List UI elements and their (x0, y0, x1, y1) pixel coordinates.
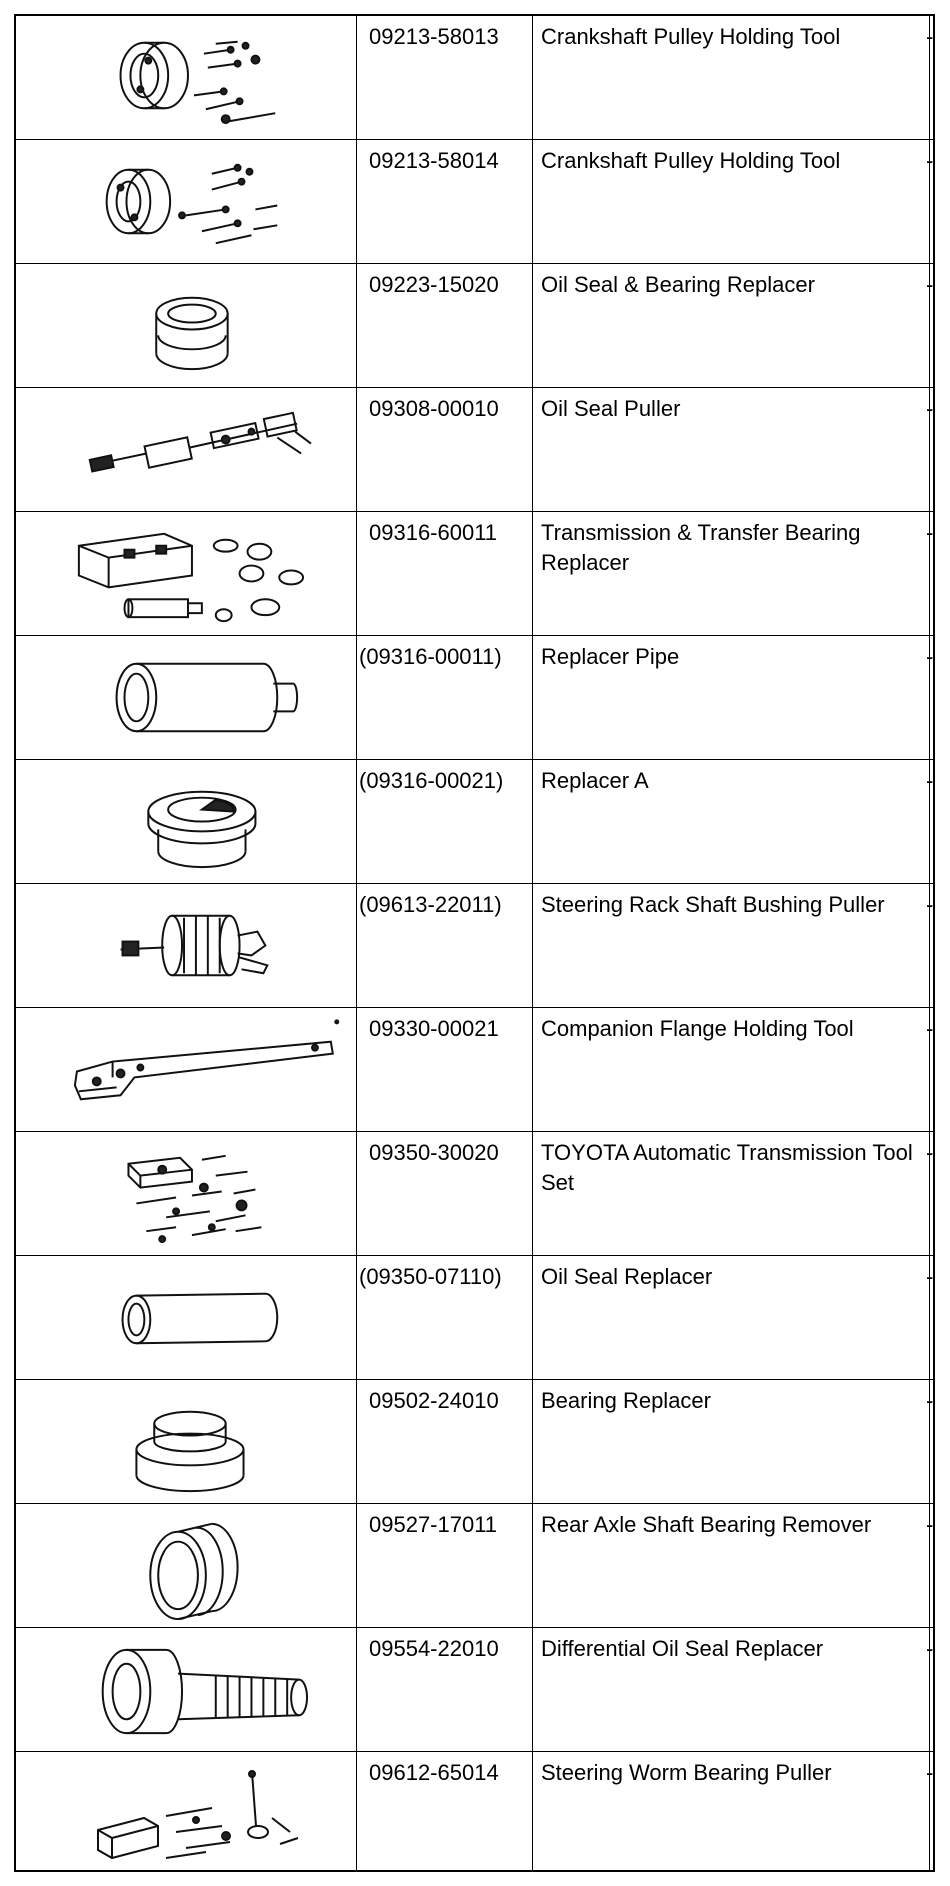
tool-name-cell: TOYOTA Automatic Transmission Tool Set (533, 1132, 930, 1255)
note-cell: - (926, 24, 934, 49)
note-cell: - (926, 1264, 934, 1289)
worm-puller-set-icon (16, 1752, 357, 1870)
part-number-cell: 09213-58013 (357, 16, 533, 139)
tool-name-cell: Steering Rack Shaft Bushing Puller (533, 884, 930, 1007)
tool-name-cell: Crankshaft Pulley Holding Tool (533, 16, 930, 139)
table-row (16, 1380, 933, 1504)
table-row (16, 636, 933, 760)
table-row (16, 264, 933, 388)
part-number-cell: 09350-30020 (357, 1132, 533, 1255)
tool-name-cell: Bearing Replacer (533, 1380, 930, 1503)
table-row (16, 1504, 933, 1628)
tool-name-cell: Replacer A (533, 760, 930, 883)
note-cell: - (926, 1636, 934, 1661)
part-number-cell: (09316-00021) (357, 760, 533, 883)
note-cell: - (926, 1140, 934, 1165)
tool-name-cell: Oil Seal Replacer (533, 1256, 930, 1379)
slide-hammer-puller-icon (16, 388, 357, 511)
special-tools-table (14, 14, 935, 1872)
table-row (16, 16, 933, 140)
table-row (16, 1256, 933, 1380)
tool-image-cell (16, 388, 357, 511)
cylinder-cup-icon (16, 264, 357, 387)
table-row (16, 388, 933, 512)
part-number-cell: 09223-15020 (357, 264, 533, 387)
note-cell: - (926, 768, 934, 793)
tube-icon (16, 1256, 357, 1379)
stepped-disc-icon (16, 1380, 357, 1503)
bearing-remover-cup-icon (16, 1504, 357, 1627)
pulley-holder-with-bolts-icon (16, 140, 357, 263)
tool-name-cell: Crankshaft Pulley Holding Tool (533, 140, 930, 263)
flange-holder-bar-icon (16, 1008, 357, 1131)
table-row (16, 1008, 933, 1132)
tool-set-icon (16, 1132, 357, 1255)
tool-name-cell: Replacer Pipe (533, 636, 930, 759)
part-number-cell: (09316-00011) (357, 636, 533, 759)
note-cell: - (926, 272, 934, 297)
tool-name-cell: Differential Oil Seal Replacer (533, 1628, 930, 1751)
tool-name-cell: Oil Seal & Bearing Replacer (533, 264, 930, 387)
tool-image-cell (16, 1504, 357, 1627)
part-number-cell: 09612-65014 (357, 1752, 533, 1870)
tool-image-cell (16, 636, 357, 759)
flanged-ring-icon (16, 760, 357, 883)
part-number-cell: 09308-00010 (357, 388, 533, 511)
part-number-cell: 09502-24010 (357, 1380, 533, 1503)
note-cell: - (926, 1512, 934, 1537)
table-row (16, 884, 933, 1008)
part-number-cell: (09350-07110) (357, 1256, 533, 1379)
tool-image-cell (16, 1132, 357, 1255)
threaded-replacer-icon (16, 1628, 357, 1751)
table-row (16, 1752, 933, 1870)
bushing-puller-icon (16, 884, 357, 1007)
tool-name-cell: Rear Axle Shaft Bearing Remover (533, 1504, 930, 1627)
part-number-cell: 09213-58014 (357, 140, 533, 263)
tool-image-cell (16, 140, 357, 263)
tool-image-cell (16, 16, 357, 139)
part-number-cell: 09554-22010 (357, 1628, 533, 1751)
note-cell: - (926, 148, 934, 173)
tool-image-cell (16, 1256, 357, 1379)
tool-name-cell: Companion Flange Holding Tool (533, 1008, 930, 1131)
tool-name-cell: Transmission & Transfer Bearing Replacer (533, 512, 930, 635)
table-row (16, 760, 933, 884)
tool-image-cell (16, 884, 357, 1007)
tool-image-cell (16, 264, 357, 387)
table-row (16, 1628, 933, 1752)
note-cell: - (926, 1016, 934, 1041)
part-number-cell: 09527-17011 (357, 1504, 533, 1627)
note-cell: - (926, 396, 934, 421)
tool-image-cell (16, 1008, 357, 1131)
pulley-holder-with-bolts-icon (16, 16, 357, 139)
pipe-icon (16, 636, 357, 759)
table-row (16, 1132, 933, 1256)
note-cell: - (926, 520, 934, 545)
note-cell: - (926, 892, 934, 917)
tool-image-cell (16, 760, 357, 883)
tool-image-cell (16, 1380, 357, 1503)
note-cell: - (926, 1388, 934, 1413)
table-row (16, 512, 933, 636)
replacer-set-icon (16, 512, 357, 635)
note-cell: - (926, 1760, 934, 1785)
part-number-cell: 09316-60011 (357, 512, 533, 635)
tool-image-cell (16, 1628, 357, 1751)
table-row (16, 140, 933, 264)
tool-image-cell (16, 1752, 357, 1870)
tool-name-cell: Oil Seal Puller (533, 388, 930, 511)
tool-image-cell (16, 512, 357, 635)
tool-name-cell: Steering Worm Bearing Puller (533, 1752, 930, 1870)
part-number-cell: (09613-22011) (357, 884, 533, 1007)
note-cell: - (926, 644, 934, 669)
part-number-cell: 09330-00021 (357, 1008, 533, 1131)
